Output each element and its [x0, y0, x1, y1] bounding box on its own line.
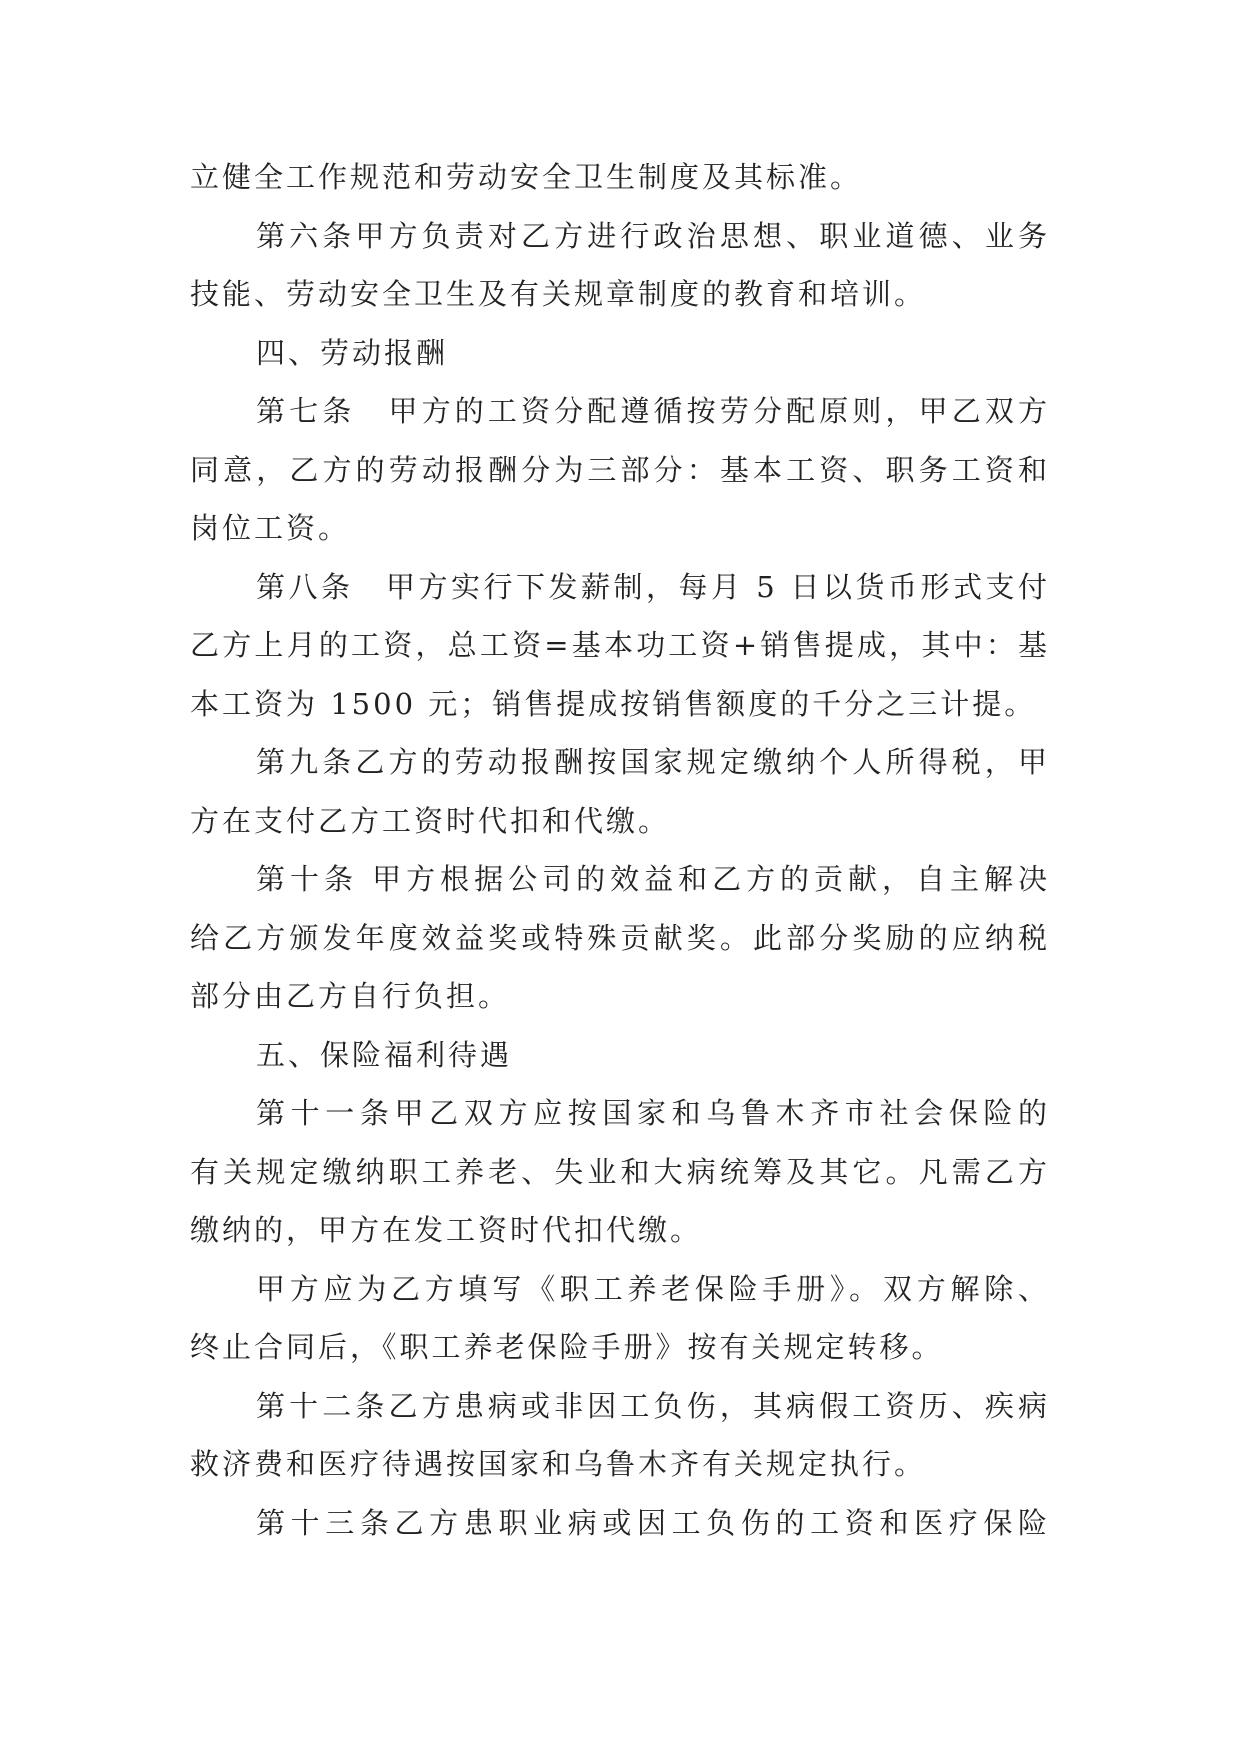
text-line: 五、保险福利待遇: [256, 1037, 513, 1072]
text-line: 本工资为 1500 元；销售提成按销售额度的千分之三计提。: [190, 686, 1037, 721]
text-line: 甲方应为乙方填写《职工养老保险手册》。双方解除、: [256, 1271, 1050, 1306]
text-line: 同意，乙方的劳动报酬分为三部分：基本工资、职务工资和: [190, 452, 1050, 487]
text-line: 终止合同后，《职工养老保险手册》按有关规定转移。: [190, 1330, 944, 1364]
text-line: 第九条乙方的劳动报酬按国家规定缴纳个人所得税，甲: [256, 745, 1050, 779]
text-line: 乙方上月的工资，总工资=基本功工资+销售提成，其中：基: [190, 628, 1050, 662]
text-line: 缴纳的，甲方在发工资时代扣代缴。: [190, 1213, 703, 1247]
text-line: 岗位工资。: [190, 511, 351, 545]
text-line: 第十三条乙方患职业病或因工负伤的工资和医疗保险: [256, 1505, 1050, 1540]
text-line: 第十条 甲方根据公司的效益和乙方的贡献，自主解决: [256, 862, 1050, 896]
text-line: 立健全工作规范和劳动安全卫生制度及其标准。: [190, 160, 863, 194]
text-line: 技能、劳动安全卫生及有关规章制度的教育和培训。: [190, 277, 927, 311]
text-line: 第十一条甲乙双方应按国家和乌鲁木齐市社会保险的: [256, 1096, 1050, 1130]
text-line: 给乙方颁发年度效益奖或特殊贡献奖。此部分奖励的应纳税: [190, 920, 1050, 955]
text-line: 第八条 甲方实行下发薪制，每月 5 日以货币形式支付: [256, 569, 1050, 604]
text-line: 第七条 甲方的工资分配遵循按劳分配原则，甲乙双方: [256, 394, 1050, 428]
text-line: 救济费和医疗待遇按国家和乌鲁木齐有关规定执行。: [190, 1447, 927, 1481]
text-line: 部分由乙方自行负担。: [190, 979, 511, 1013]
text-line: 方在支付乙方工资时代扣和代缴。: [190, 803, 671, 838]
text-line: 四、劳动报酬: [256, 335, 449, 370]
text-line: 第六条甲方负责对乙方进行政治思想、职业道德、业务: [256, 218, 1050, 253]
text-line: 有关规定缴纳职工养老、失业和大病统筹及其它。凡需乙方: [190, 1154, 1050, 1189]
document-body: [190, 148, 1050, 1552]
text-line: 第十二条乙方患病或非因工负伤，其病假工资历、疾病: [256, 1388, 1050, 1423]
